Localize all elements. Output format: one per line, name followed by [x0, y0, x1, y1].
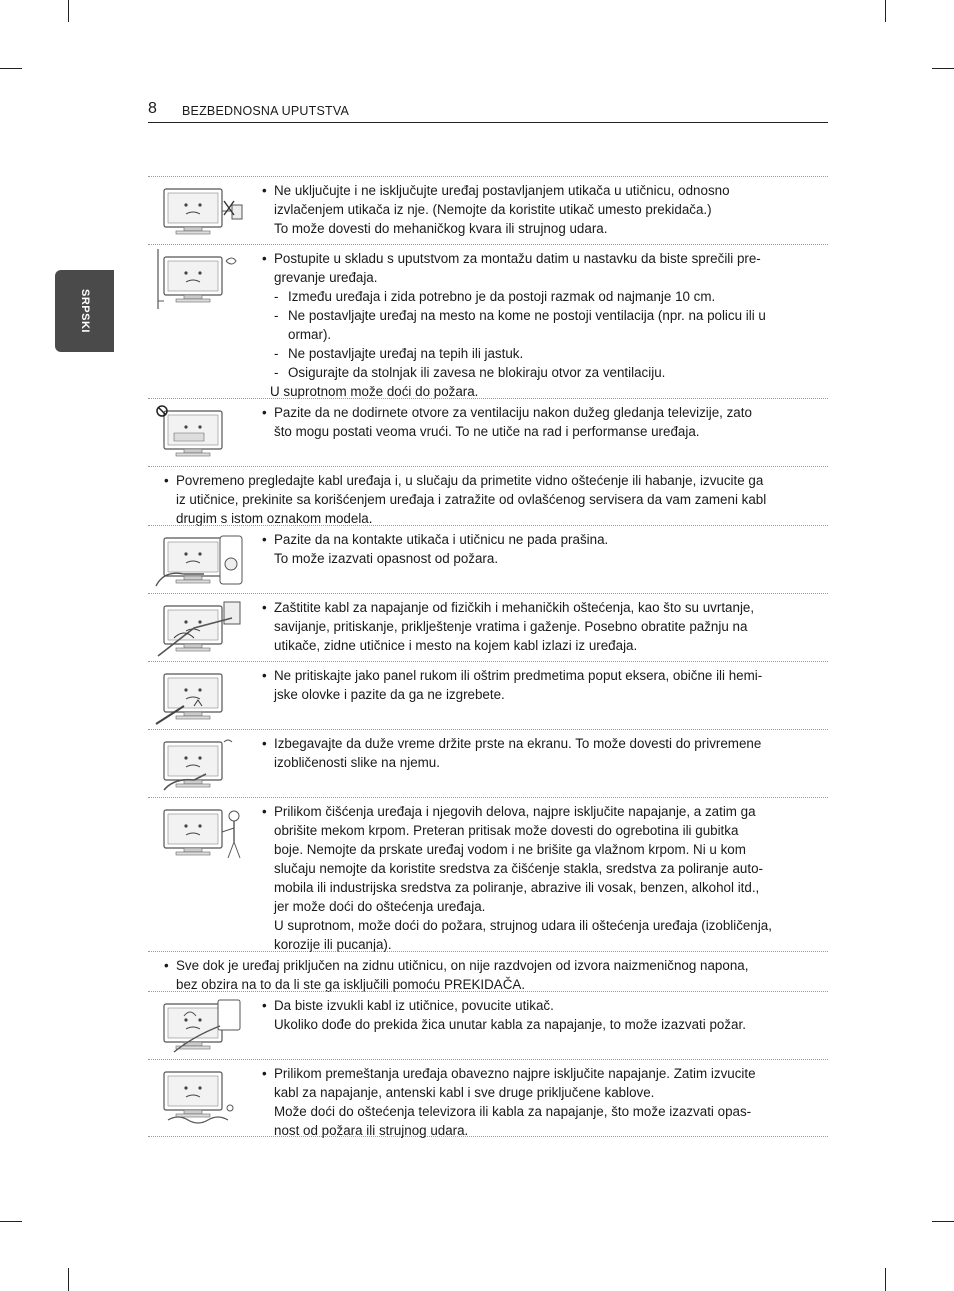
instruction-text: [260, 594, 828, 661]
text-line: što mogu postati veoma vrući. To ne utiče na rad i performanse uređaja.: [274, 424, 700, 439]
bullet-line: • Izbegavajte da duže vreme držite prste na ekranu. To može dovesti do privremene: [260, 734, 828, 753]
dash-item: - Između uređaja i zida potrebno je da postoji razmak od najmanje 10 cm.: [260, 287, 828, 306]
text-line: utikače, zidne utičnice i mesto na kojem kabl izlazi iz uređaja.: [274, 638, 638, 653]
safety-instructions-list: [148, 176, 828, 1137]
instruction-row: [148, 1059, 828, 1137]
tv-plug-icon: [154, 181, 248, 241]
text-line: iz utičnice, prekinite sa korišćenjem uređaja i zatražite od ovlašćenog servisera da vam zameni kabl: [176, 492, 767, 507]
text-line: grevanje uređaja.: [274, 270, 378, 285]
dash-item: - Ne postavljajte uređaj na tepih ili jastuk.: [260, 344, 828, 363]
page-header: [148, 98, 828, 123]
instruction-text: [260, 177, 828, 244]
instruction-row: [148, 729, 828, 797]
crop-mark: [932, 68, 954, 69]
pull-plug-icon: [154, 996, 248, 1056]
instruction-text: [148, 467, 828, 525]
cleaning-icon: [154, 802, 248, 862]
crop-mark: [885, 1268, 886, 1291]
text-line: jske olovke i pazite da ga ne izgrebete.: [274, 687, 505, 702]
text-line: izvlačenjem utikača iz nje. (Nemojte da koristite utikač umesto prekidača.): [274, 202, 712, 217]
crop-mark: [0, 68, 22, 69]
instruction-text: [260, 526, 828, 593]
text-line: U suprotnom može doći do požara.: [270, 384, 479, 399]
text-line: ormar).: [288, 327, 332, 342]
bullet-line: • Zaštitite kabl za napajanje od fizičkih i mehaničkih oštećenja, kao što su uvrtanje,: [260, 598, 828, 617]
text-line: drugim s istom oznakom modela.: [176, 511, 373, 526]
instruction-text: [260, 1060, 828, 1136]
bullet-line: • Ne uključujte i ne isključujte uređaj postavljanjem utikača u utičnicu, odnosno: [260, 181, 828, 200]
instruction-row: [148, 244, 828, 398]
crop-mark: [885, 0, 886, 22]
illustration: [148, 662, 260, 729]
crop-mark: [0, 1221, 22, 1222]
instruction-row: [148, 176, 828, 244]
text-line: Može doći do oštećenja televizora ili kabla za napajanje, što može izazvati opas-: [274, 1104, 752, 1119]
text-line: mobila ili industrijska sredstva za poliranje, abrazive ili vosak, benzen, alkohol itd.,: [274, 880, 760, 895]
text-line: savijanje, pritiskanje, priklještenje vratima i gaženje. Posebno obratite pažnju na: [274, 619, 748, 634]
hot-vent-icon: [154, 403, 248, 463]
text-line: jer može doći do oštećenja uređaja.: [274, 899, 486, 914]
illustration: [148, 992, 260, 1059]
instruction-row: [148, 593, 828, 661]
illustration: [148, 730, 260, 797]
crop-mark: [932, 1221, 954, 1222]
dash-item: - Ne postavljajte uređaj na mesto na kome ne postoji ventilacija (npr. na policu ili u: [260, 306, 828, 325]
instruction-row: [148, 991, 828, 1059]
instruction-text: [260, 245, 828, 398]
bullet-line: • Sve dok je uređaj priključen na zidnu utičnicu, on nije razdvojen od izvora naizmeničnog napona,: [162, 956, 828, 975]
instruction-text: [260, 992, 828, 1059]
instruction-text: [260, 662, 828, 729]
instruction-text: [260, 730, 828, 797]
instruction-row: [148, 661, 828, 729]
text-line: korozije ili pucanja).: [274, 937, 392, 952]
illustration: [148, 1060, 260, 1136]
crop-mark: [68, 0, 69, 22]
text-line: To može dovesti do mehaničkog kvara ili strujnog udara.: [274, 221, 608, 236]
bullet-line: • Postupite u skladu s uputstvom za montažu datim u nastavku da biste sprečili pre-: [260, 249, 828, 268]
illustration: [148, 245, 260, 398]
bullet-line: • Pazite da ne dodirnete otvore za ventilaciju nakon dužeg gledanja televizije, zato: [260, 403, 828, 422]
text-line: nost od požara ili strujnog udara.: [274, 1123, 469, 1138]
text-line: bez obzira na to da li ste ga isključili pomoću PREKIDAČA.: [176, 977, 526, 992]
tv-wall-icon: [154, 249, 248, 309]
instruction-row: [148, 951, 828, 991]
move-tv-icon: [154, 1064, 248, 1124]
illustration: [148, 594, 260, 661]
text-line: U suprotnom, može doći do požara, strujnog udara ili oštećenja uređaja (izobličenja,: [274, 918, 772, 933]
text-line: obrišite mekom krpom. Preteran pritisak može dovesti do ogrebotina ili gubitka: [274, 823, 739, 838]
text-line: boje. Nemojte da prskate uređaj vodom i ne brišite ga vlažnom krpom. Ni u kom: [274, 842, 746, 857]
illustration: [148, 177, 260, 244]
language-tab: [55, 270, 114, 352]
bullet-line: • Ne pritiskajte jako panel rukom ili oštrim predmetima poput eksera, obične ili hemi-: [260, 666, 828, 685]
illustration: [148, 526, 260, 593]
bullet-line: • Prilikom čišćenja uređaja i njegovih delova, najpre isključite napajanje, a zatim ga: [260, 802, 828, 821]
illustration: [148, 798, 260, 951]
instruction-text: [260, 399, 828, 466]
crop-mark: [68, 1268, 69, 1291]
instruction-row: [148, 466, 828, 525]
language-tab-label: SRPSKI: [78, 289, 91, 333]
instruction-row: [148, 797, 828, 951]
text-line: slučaju nemojte da koristite sredstva za čišćenje stakla, sredstva za poliranje auto-: [274, 861, 763, 876]
instruction-row: [148, 398, 828, 466]
instruction-text: [148, 952, 828, 991]
instruction-row: [148, 525, 828, 593]
panel-press-icon: [154, 666, 248, 726]
text-line: kabl za napajanje, antenski kabl i sve druge priključene kablove.: [274, 1085, 655, 1100]
instruction-text: [260, 798, 828, 951]
dash-item: - Osigurajte da stolnjak ili zavesa ne blokiraju otvor za ventilaciju.: [260, 363, 828, 382]
text-line: izobličenosti slike na njemu.: [274, 755, 440, 770]
plug-dust-icon: [154, 530, 248, 590]
bullet-line: • Povremeno pregledajte kabl uređaja i, u slučaju da primetite vidno oštećenje ili habanje, izvucite ga: [162, 471, 828, 490]
page-number: 8: [148, 100, 157, 117]
text-line: Ukoliko dođe do prekida žica unutar kabla za napajanje, to može izazvati požar.: [274, 1017, 746, 1032]
section-title: BEZBEDNOSNA UPUTSTVA: [182, 104, 349, 118]
finger-screen-icon: [154, 734, 248, 794]
bullet-line: • Pazite da na kontakte utikača i utičnicu ne pada prašina.: [260, 530, 828, 549]
bullet-line: • Da biste izvukli kabl iz utičnice, povucite utikač.: [260, 996, 828, 1015]
text-line: To može izazvati opasnost od požara.: [274, 551, 499, 566]
illustration: [148, 399, 260, 466]
bullet-line: • Prilikom premeštanja uređaja obavezno najpre isključite napajanje. Zatim izvucite: [260, 1064, 828, 1083]
cable-damage-icon: [154, 598, 248, 658]
